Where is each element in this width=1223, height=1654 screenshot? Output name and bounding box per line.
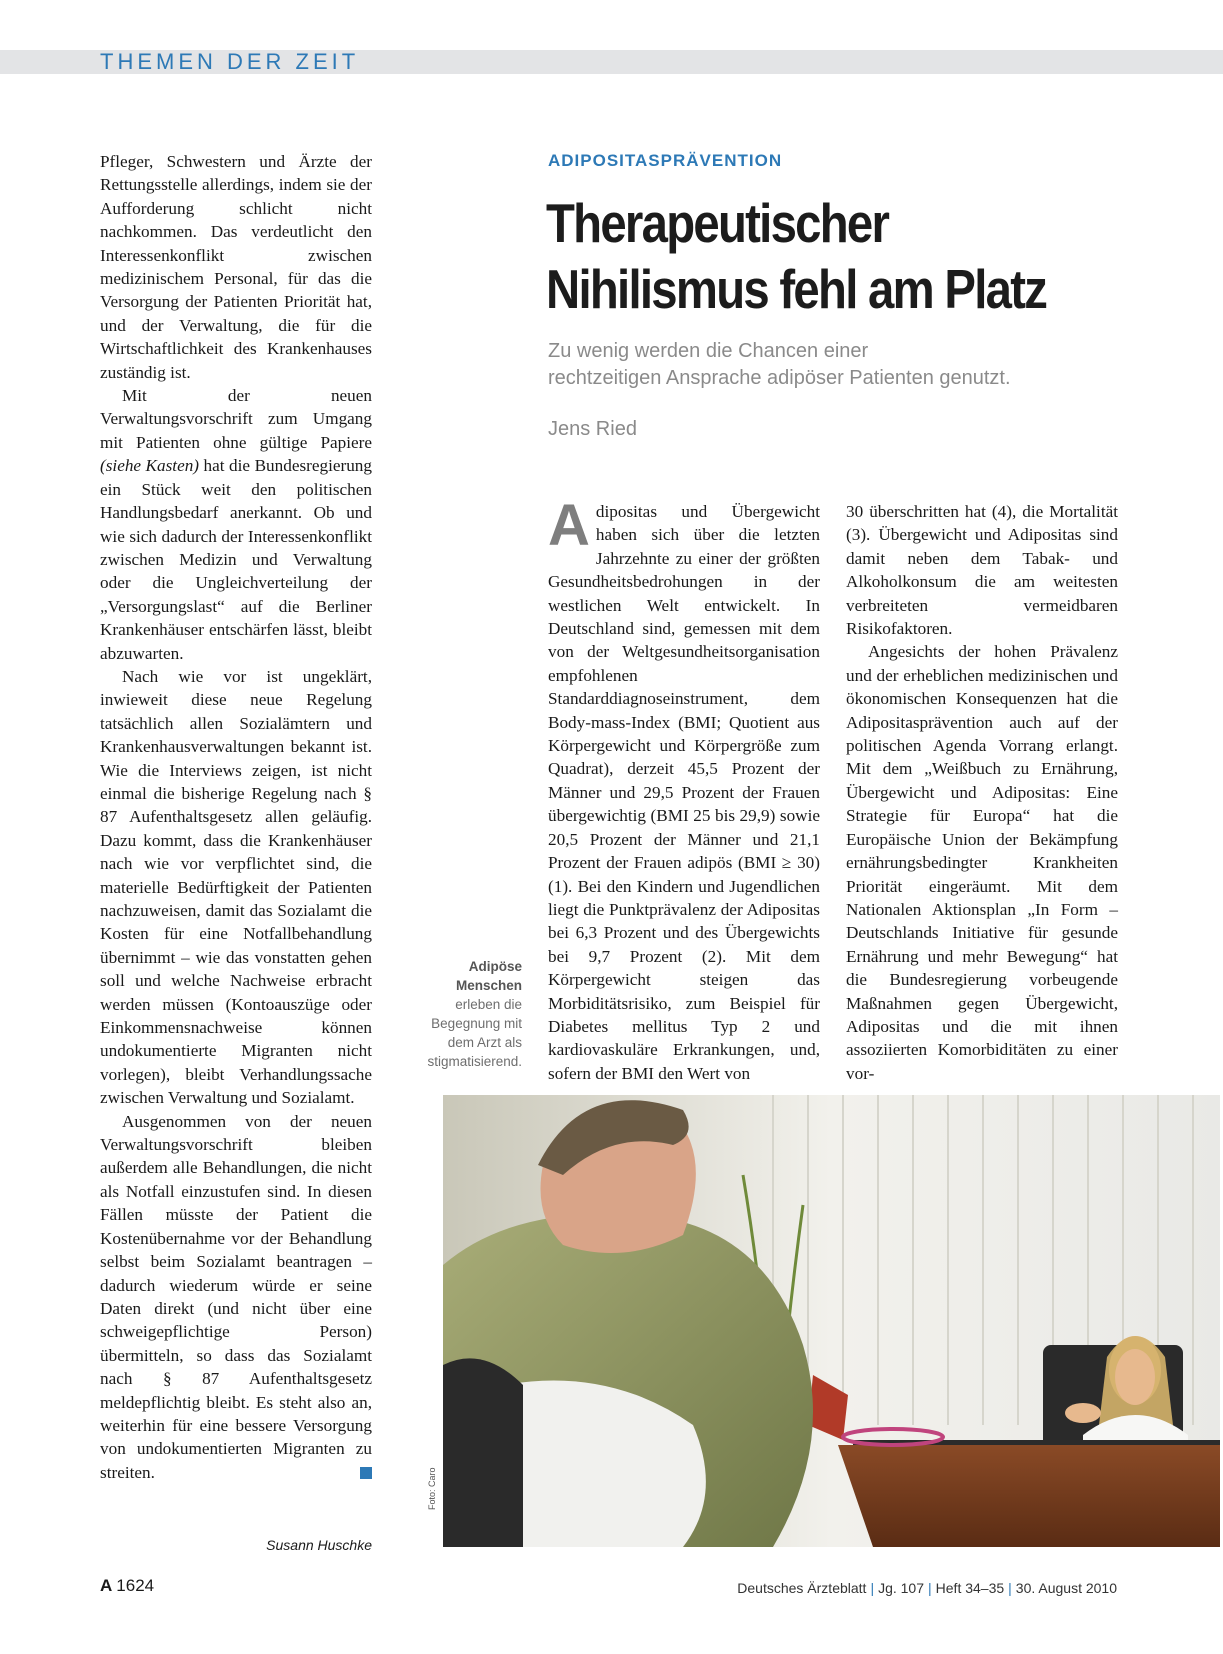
journal-footer [737,1580,1117,1596]
consultation-photo-image [443,1095,1220,1547]
article-photo [443,1095,1220,1547]
paragraph: Adipositas und Übergewicht haben sich über die letzten Jahrzehnte zu einer der größten Gesundheitsbedrohungen in der westlichen Welt entwickelt. In Deutschland sind, gemessen mit dem von der Weltgesundheitsorganisation empfohlenen Standarddiagnoseinstrument, dem Body-mass-Index (BMI; Quotient aus Körpergewicht und Körpergröße zum Quadrat), derzeit 45,5 Prozent der Männer und 29,5 Prozent der Frauen übergewichtig (BMI 25 bis 29,9) sowie 20,5 Prozent der Männer und 21,1 Prozent der Frauen adipös (BMI ≥ 30) (1). Bei den Kindern und Jugendlichen liegt die Punktprävalenz der Adipositas bei 6,3 Prozent und des Übergewichts bei 9,7 Prozent (2). Mit dem Körpergewicht steigen das Morbiditätsrisiko, zum Beispiel für Diabetes mellitus Typ 2 und kardiovaskuläre Erkrankungen, und, sofern der BMI den Wert von [548,493,820,1083]
article-column-1 [548,493,820,1085]
emphasis: (siehe Kasten) [100,456,200,476]
separator: | [1008,1580,1012,1596]
paragraph: 30 überschritten hat (4), die Mortalität (3). Übergewicht und Adipositas sind damit neben dem Tabak- und Alkoholkonsum die am weitesten verbreiteten vermeidbaren Risikofaktoren. [846,502,1118,639]
previous-article-column [100,150,372,1484]
article-column-2 [846,500,1118,1085]
paragraph: Nach wie vor ist ungeklärt, inwieweit diese neue Regelung tatsächlich allen Sozialämtern und Krankenhausverwaltungen bekannt ist. Wie die Interviews zeigen, ist nicht einmal die bisherige Regelung nach § 87 Aufenthaltsgesetz allen geläufig. Dazu kommt, dass die Krankenhäuser nach wie vor verpflichtet sind, die materielle Bedürftigkeit der Patienten nachzuweisen, damit das Sozialamt die Kosten für eine Notfallbehandlung übernimmt – wie das vonstatten gehen soll und welche Nachweise erbracht werden müssen (Kontoauszüge oder Einkommensnachweise können undokumentierte Migranten nicht vorlegen), bleibt Verhandlungssache zwischen Verwaltung und Sozialamt. [100,666,372,1108]
end-of-article-square-icon [360,1467,372,1479]
article-author: Jens Ried [548,418,637,440]
journal-name: Deutsches Ärzteblatt [737,1580,867,1596]
dropcap: A [548,493,590,558]
article-headline: Therapeutischer Nihilismus fehl am Platz [546,192,1047,320]
previous-article-author: Susann Huschke [266,1537,372,1553]
article-subheadline: Zu wenig werden die Chancen einer rechtzeitigen Ansprache adipöser Patienten genutzt. [548,340,1011,389]
section-label: THEMEN DER ZEIT [100,49,360,74]
photo-credit: Foto: Caro [427,1467,437,1510]
journal-issue: Heft 34–35 [935,1580,1005,1596]
paragraph: Pfleger, Schwestern und Ärzte der Rettungsstelle allerdings, indem sie der Aufforderung schlicht nicht nachkommen. Das verdeutlicht den Interessenkonflikt zwischen medizinischem Personal, für das die Versorgung der Patienten Priorität hat, und der Verwaltung, die für die Wirtschaftlichkeit des Krankenhauses zuständig ist. [100,152,372,382]
paragraph: Mit der neuen Verwaltungsvorschrift zum Umgang mit Patienten ohne gültige Papiere (siehe Kasten) hat die Bundesregierung ein Stück weit den politischen Handlungsbedarf anerkannt. Ob und wie sich dadurch der Interessenkonflikt zwischen Medizin und Verwaltung oder die Ungleichverteilung der „Versorgungslast“ auf die Berliner Krankenhäuser entschärfen lässt, bleibt abzuwarten. [100,386,372,663]
paragraph: Ausgenommen von der neuen Verwaltungsvorschrift bleiben außerdem alle Behandlungen, die nicht als Notfall einzustufen sind. In diesen Fällen müsste der Patient die Kostenübernahme vor der Behandlung selbst beim Sozialamt beantragen – dadurch wiederum würde er seine Daten direkt (und nicht über eine schweigepflichtige Person) übermitteln, so dass das Sozialamt nach § 87 Aufenthaltsgesetz meldepflichtig bleibt. Es steht also an, weiterhin für eine bessere Versorgung von undokumentierten Migranten zu streiten. [100,1111,372,1482]
journal-volume: Jg. 107 [878,1580,925,1596]
separator: | [870,1580,875,1596]
page-number: A 1624 [100,1576,155,1595]
article-kicker: ADIPOSITASPRÄVENTION [548,151,783,170]
paragraph: Angesichts der hohen Prävalenz und der erheblichen medizinischen und ökonomischen Konsequenzen hat die Adipositasprävention auch auf der politischen Agenda Vorrang erlangt. Mit dem „Weißbuch zu Ernährung, Übergewicht und Adipositas: Eine Strategie für Europa“ hat die Europäische Union der Bekämpfung ernährungsbedingter Krankheiten Priorität eingeräumt. Mit dem Nationalen Aktionsplan „In Form – Deutschlands Initiative für gesunde Ernährung und mehr Bewegung“ hat die Bundesregierung vorbeugende Maßnahmen gegen Übergewicht, Adipositas und die mit ihnen assoziierten Komorbiditäten zu einer vor- [846,642,1118,1083]
separator: | [928,1580,932,1596]
journal-date: 30. August 2010 [1015,1580,1117,1596]
photo-caption: Adipöse Menschen erleben die Begegnung mit dem Arzt als stigmatisierend. [427,959,522,1069]
